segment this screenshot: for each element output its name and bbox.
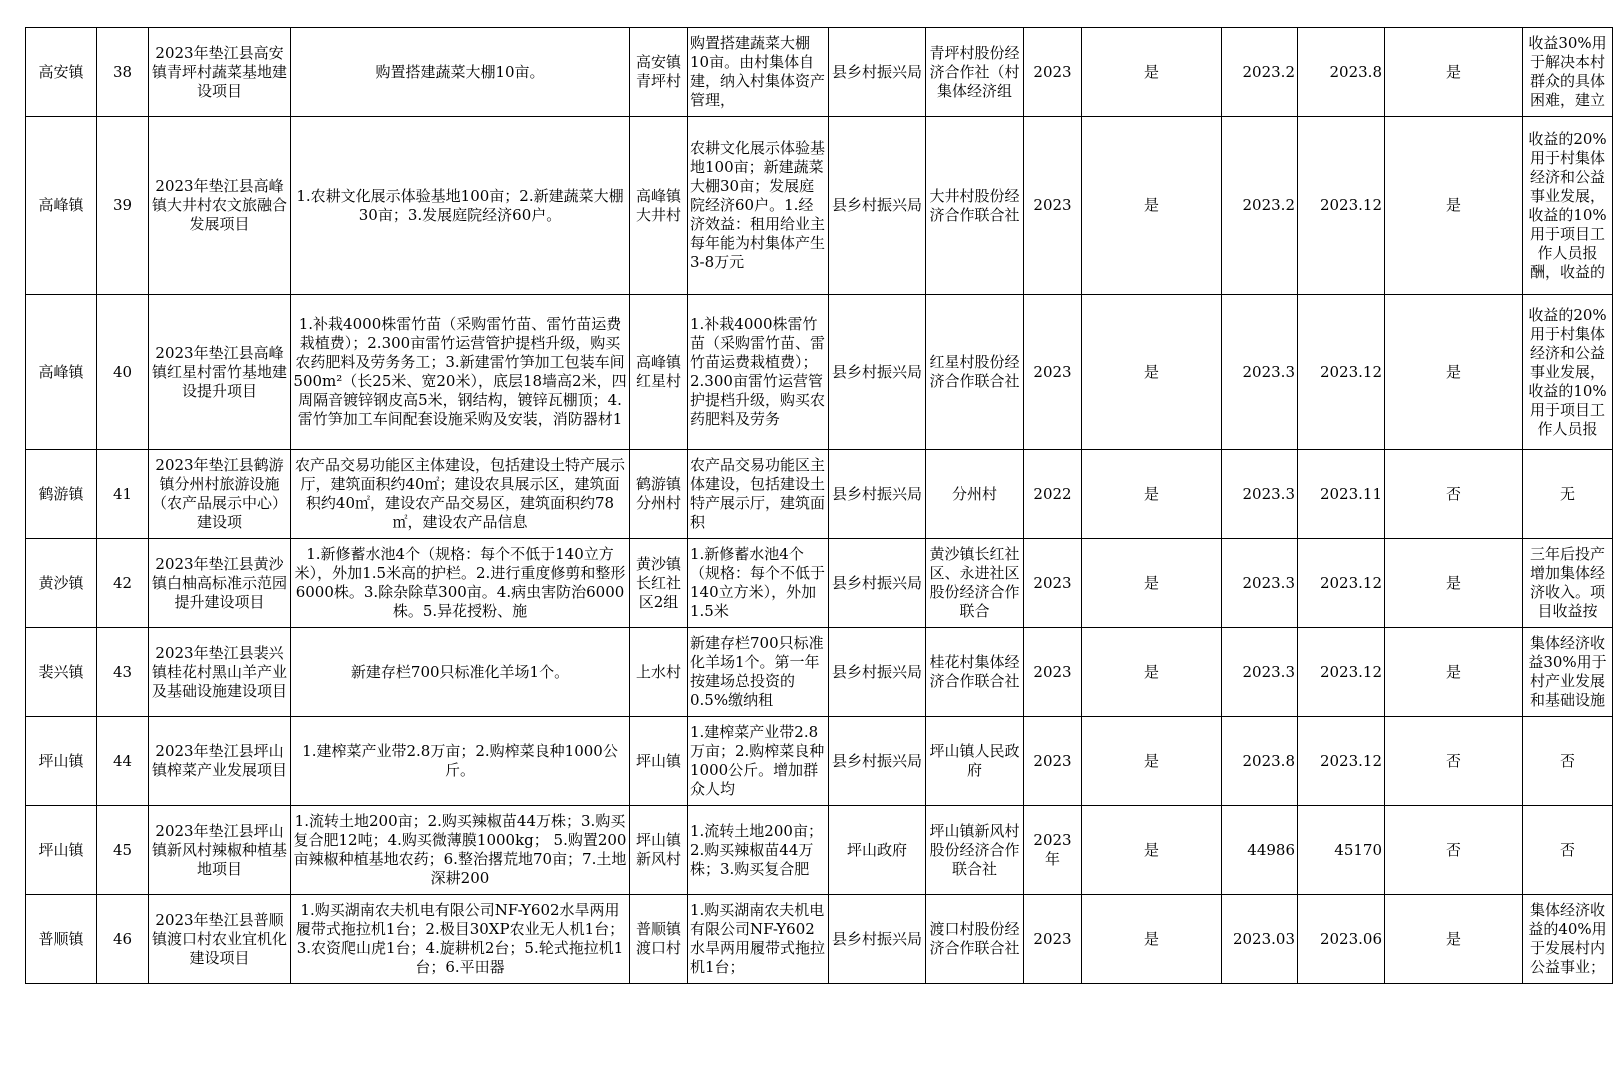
distribution-cell-text: 集体经济收益的40%用于发展村内公益事业； — [1528, 901, 1607, 976]
department-cell-text: 县乡村振兴局 — [831, 484, 922, 503]
number-cell — [97, 717, 149, 806]
location-cell-text: 高峰镇红星村 — [635, 353, 681, 390]
owner-cell-text: 渡口村股份经济合作联合社 — [929, 920, 1020, 957]
year-cell-text: 2023 — [1033, 196, 1072, 214]
table-row — [26, 717, 1613, 806]
distribution-cell — [1523, 717, 1613, 806]
project-name-cell-text: 2023年垫江县高安镇青坪村蔬菜基地建设项目 — [151, 43, 287, 100]
year-cell-text: 2023 — [1033, 662, 1072, 681]
construction-content-cell-text: 1.新修蓄水池4个（规格：每个不低于140立方米），外加1.5米高的护栏。2.进行重度修剪和整形6000株。3.除杂除草300亩。4.病虫害防治6000株。5.异花授粉、施 — [294, 545, 626, 620]
end-date-cell — [1298, 295, 1385, 450]
project-name-cell — [149, 28, 291, 117]
flag-cell-text: 是 — [1445, 573, 1461, 592]
end-date-cell-text: 45170 — [1334, 840, 1382, 859]
project-name-cell — [149, 295, 291, 450]
distribution-cell — [1523, 628, 1613, 717]
start-date-cell-text: 2023.3 — [1242, 662, 1295, 681]
benefit-mechanism-cell — [688, 450, 829, 539]
flag-cell-text: 是 — [1143, 196, 1159, 214]
end-date-cell-text: 2023.12 — [1319, 662, 1382, 681]
end-date-cell — [1298, 28, 1385, 117]
town-cell-text: 高安镇 — [38, 62, 84, 81]
number-cell — [97, 295, 149, 450]
number-cell — [97, 117, 149, 295]
department-cell — [829, 539, 926, 628]
location-cell-text: 鹤游镇分州村 — [635, 475, 681, 512]
location-cell-text: 高峰镇大井村 — [635, 186, 681, 224]
flag-cell — [1385, 539, 1523, 628]
owner-cell — [926, 539, 1024, 628]
benefit-mechanism-cell-text: 1.补栽4000株雷竹苗（采购雷竹苗、雷竹苗运费栽植费）；2.300亩雷竹运营管护提档升级，购买农药肥料及劳务 — [690, 315, 826, 428]
flag-cell-text: 是 — [1445, 929, 1461, 948]
project-name-cell — [149, 895, 291, 984]
town-cell-text: 裴兴镇 — [38, 662, 84, 681]
department-cell-text: 县乡村振兴局 — [831, 62, 922, 81]
start-date-cell — [1222, 539, 1298, 628]
benefit-mechanism-cell-text: 1.建榨菜产业带2.8万亩；2.购榨菜良种1000公斤。增加群众人均 — [690, 723, 825, 798]
location-cell — [630, 895, 688, 984]
construction-content-cell — [291, 28, 630, 117]
flag-cell — [1082, 450, 1222, 539]
town-cell-text: 高峰镇 — [38, 362, 84, 381]
flag-cell-text: 是 — [1143, 662, 1159, 681]
end-date-cell — [1298, 806, 1385, 895]
flag-cell — [1082, 539, 1222, 628]
construction-content-cell — [291, 539, 630, 628]
construction-content-cell-text: 1.补栽4000株雷竹苗（采购雷竹苗、雷竹苗运费栽植费）；2.300亩雷竹运营管护提档升级，购买农药肥料及劳务务工；3.新建雷竹笋加工包装车间500m²（长25米、宽20米），底层18墙高2米，四周隔音镀锌钢皮高5米，钢结构，镀锌瓦棚顶；4.雷竹笋加工车间配套设施采购及安装，消防器材1 — [293, 315, 627, 428]
owner-cell-text: 红星村股份经济合作联合社 — [929, 353, 1020, 390]
town-cell — [26, 295, 97, 450]
benefit-mechanism-cell-text: 1.购买湖南农夫机电有限公司NF-Y602水旱两用履带式拖拉机1台； — [690, 901, 826, 976]
town-cell-text: 坪山镇 — [38, 751, 84, 770]
table-row — [26, 28, 1613, 117]
flag-cell — [1385, 717, 1523, 806]
number-cell — [97, 895, 149, 984]
location-cell-text: 普顺镇渡口村 — [635, 920, 681, 957]
location-cell-text: 上水村 — [635, 662, 681, 681]
end-date-cell-text: 2023.12 — [1319, 573, 1382, 592]
owner-cell-text: 大井村股份经济合作联合社 — [929, 186, 1020, 224]
end-date-cell-text: 2023.12 — [1319, 362, 1382, 381]
flag-cell — [1385, 450, 1523, 539]
year-cell-text: 2023 — [1033, 62, 1072, 81]
town-cell — [26, 539, 97, 628]
end-date-cell — [1298, 539, 1385, 628]
construction-content-cell — [291, 295, 630, 450]
benefit-mechanism-cell-text: 1.流转土地200亩；2.购买辣椒苗44万株；3.购买复合肥 — [690, 821, 823, 878]
distribution-cell-text: 否 — [1559, 751, 1575, 770]
project-name-cell-text: 2023年垫江县裴兴镇桂花村黑山羊产业及基础设施建设项目 — [151, 643, 287, 700]
start-date-cell — [1222, 450, 1298, 539]
owner-cell — [926, 717, 1024, 806]
flag-cell-text: 是 — [1143, 362, 1159, 381]
end-date-cell — [1298, 117, 1385, 295]
flag-cell — [1082, 295, 1222, 450]
owner-cell-text: 坪山镇新风村股份经济合作联合社 — [929, 821, 1020, 878]
town-cell — [26, 717, 97, 806]
benefit-mechanism-cell — [688, 717, 829, 806]
town-cell — [26, 628, 97, 717]
location-cell — [630, 117, 688, 295]
flag-cell-text: 否 — [1445, 840, 1461, 859]
owner-cell — [926, 295, 1024, 450]
benefit-mechanism-cell — [688, 895, 829, 984]
construction-content-cell-text: 1.建榨菜产业带2.8万亩；2.购榨菜良种1000公斤。 — [302, 742, 618, 779]
distribution-cell-text: 收益的20%用于村集体经济和公益事业发展，收益的10%用于项目工作人员报 — [1528, 305, 1607, 438]
year-cell — [1024, 806, 1082, 895]
number-cell-text: 43 — [112, 662, 133, 681]
benefit-mechanism-cell — [688, 28, 829, 117]
town-cell-text: 普顺镇 — [38, 929, 84, 948]
location-cell — [630, 28, 688, 117]
benefit-mechanism-cell — [688, 806, 829, 895]
end-date-cell — [1298, 895, 1385, 984]
owner-cell — [926, 806, 1024, 895]
project-name-cell — [149, 628, 291, 717]
location-cell-text: 坪山镇新风村 — [635, 831, 681, 868]
department-cell — [829, 895, 926, 984]
flag-cell-text: 否 — [1445, 751, 1461, 770]
table-row — [26, 539, 1613, 628]
construction-content-cell — [291, 450, 630, 539]
construction-content-cell-text: 新建存栏700只标准化羊场1个。 — [350, 662, 570, 681]
distribution-cell — [1523, 28, 1613, 117]
department-cell-text: 县乡村振兴局 — [831, 929, 922, 948]
flag-cell — [1385, 895, 1523, 984]
flag-cell — [1385, 628, 1523, 717]
construction-content-cell-text: 农产品交易功能区主体建设，包括建设土特产展示厅，建筑面积约40㎡；建设农具展示区，建筑面积约40㎡，建设农产品交易区，建筑面积约78㎡，建设农产品信息 — [294, 456, 625, 531]
project-name-cell — [149, 450, 291, 539]
flag-cell-text: 是 — [1445, 662, 1461, 681]
flag-cell — [1385, 28, 1523, 117]
end-date-cell — [1298, 628, 1385, 717]
flag-cell-text: 是 — [1143, 62, 1159, 81]
number-cell-text: 46 — [112, 929, 133, 948]
benefit-mechanism-cell-text: 1.新修蓄水池4个（规格：每个不低于140立方米），外加1.5米 — [690, 545, 826, 620]
town-cell — [26, 806, 97, 895]
start-date-cell-text: 2023.2 — [1242, 62, 1295, 81]
year-cell — [1024, 28, 1082, 117]
distribution-cell-text: 无 — [1559, 484, 1575, 503]
town-cell — [26, 895, 97, 984]
flag-cell-text: 是 — [1445, 62, 1461, 81]
project-name-cell — [149, 539, 291, 628]
end-date-cell — [1298, 717, 1385, 806]
construction-content-cell-text: 购置搭建蔬菜大棚10亩。 — [375, 62, 545, 81]
project-name-cell-text: 2023年垫江县高峰镇红星村雷竹基地建设提升项目 — [151, 343, 287, 400]
benefit-mechanism-cell-text: 购置搭建蔬菜大棚10亩。由村集体自建，纳入村集体资产管理， — [690, 34, 826, 109]
year-cell — [1024, 895, 1082, 984]
start-date-cell-text: 44986 — [1247, 840, 1295, 859]
end-date-cell-text: 2023.11 — [1319, 484, 1382, 503]
location-cell — [630, 806, 688, 895]
flag-cell-text: 是 — [1445, 362, 1461, 381]
project-name-cell-text: 2023年垫江县黄沙镇白柚高标准示范园提升建设项目 — [151, 554, 287, 611]
year-cell — [1024, 539, 1082, 628]
benefit-mechanism-cell-text: 农耕文化展示体验基地100亩；新建蔬菜大棚30亩；发展庭院经济60户。1.经济效益：租用给业主每年能为村集体产生3-8万元 — [690, 139, 826, 271]
flag-cell — [1082, 628, 1222, 717]
town-cell-text: 鹤游镇 — [38, 484, 84, 503]
benefit-mechanism-cell — [688, 628, 829, 717]
flag-cell-text: 是 — [1143, 573, 1159, 592]
flag-cell — [1082, 717, 1222, 806]
year-cell-text: 2023年 — [1033, 831, 1072, 868]
flag-cell-text: 是 — [1143, 484, 1159, 503]
town-cell-text: 黄沙镇 — [38, 573, 84, 592]
project-name-cell-text: 2023年垫江县坪山镇新风村辣椒种植基地项目 — [151, 821, 287, 878]
number-cell — [97, 28, 149, 117]
benefit-mechanism-cell — [688, 295, 829, 450]
department-cell-text: 坪山政府 — [846, 840, 907, 859]
construction-content-cell — [291, 806, 630, 895]
distribution-cell — [1523, 117, 1613, 295]
distribution-cell-text: 三年后投产增加集体经济收入。项目收益按 — [1529, 545, 1605, 620]
owner-cell-text: 黄沙镇长红社区、永进社区股份经济合作联合 — [929, 545, 1020, 620]
project-name-cell-text: 2023年垫江县普顺镇渡口村农业宜机化建设项目 — [151, 910, 287, 967]
year-cell-text: 2023 — [1033, 362, 1072, 381]
department-cell — [829, 28, 926, 117]
year-cell-text: 2023 — [1033, 929, 1072, 948]
distribution-cell — [1523, 450, 1613, 539]
location-cell — [630, 628, 688, 717]
location-cell — [630, 717, 688, 806]
number-cell — [97, 539, 149, 628]
distribution-cell-text: 收益30%用于解决本村群众的具体困难，建立 — [1528, 34, 1607, 109]
table-row — [26, 295, 1613, 450]
flag-cell-text: 是 — [1143, 929, 1159, 948]
owner-cell-text: 坪山镇人民政府 — [929, 742, 1020, 779]
construction-content-cell — [291, 717, 630, 806]
town-cell — [26, 450, 97, 539]
department-cell-text: 县乡村振兴局 — [831, 362, 922, 381]
project-name-cell-text: 2023年垫江县高峰镇大井村农文旅融合发展项目 — [151, 177, 287, 233]
town-cell-text: 坪山镇 — [38, 840, 84, 859]
number-cell — [97, 806, 149, 895]
owner-cell — [926, 117, 1024, 295]
year-cell-text: 2023 — [1033, 573, 1072, 592]
number-cell-text: 41 — [112, 484, 133, 503]
start-date-cell-text: 2023.3 — [1242, 362, 1295, 381]
owner-cell — [926, 28, 1024, 117]
owner-cell — [926, 895, 1024, 984]
number-cell-text: 42 — [112, 573, 133, 592]
end-date-cell-text: 2023.8 — [1329, 62, 1382, 81]
year-cell — [1024, 628, 1082, 717]
flag-cell — [1082, 895, 1222, 984]
table-row — [26, 895, 1613, 984]
number-cell — [97, 450, 149, 539]
start-date-cell — [1222, 28, 1298, 117]
start-date-cell-text: 2023.3 — [1242, 573, 1295, 592]
location-cell — [630, 539, 688, 628]
flag-cell — [1082, 117, 1222, 295]
department-cell-text: 县乡村振兴局 — [831, 573, 922, 592]
number-cell-text: 40 — [112, 362, 133, 381]
town-cell — [26, 117, 97, 295]
construction-content-cell-text: 1.购买湖南农夫机电有限公司NF-Y602水旱两用履带式拖拉机1台；2.极目30XP农业无人机1台；3.农资爬山虎1台；4.旋耕机2台；5.轮式拖拉机1台；6.平田器 — [295, 901, 625, 976]
year-cell-text: 2023 — [1033, 751, 1072, 770]
distribution-cell — [1523, 295, 1613, 450]
number-cell — [97, 628, 149, 717]
project-name-cell-text: 2023年垫江县坪山镇榨菜产业发展项目 — [151, 742, 287, 779]
project-name-cell — [149, 806, 291, 895]
table-row — [26, 806, 1613, 895]
location-cell-text: 高安镇青坪村 — [635, 53, 681, 90]
table-row — [26, 117, 1613, 295]
department-cell-text: 县乡村振兴局 — [831, 751, 922, 770]
owner-cell — [926, 628, 1024, 717]
flag-cell — [1082, 806, 1222, 895]
flag-cell — [1385, 117, 1523, 295]
department-cell — [829, 628, 926, 717]
start-date-cell-text: 2023.8 — [1242, 751, 1295, 770]
benefit-mechanism-cell-text: 新建存栏700只标准化羊场1个。第一年按建场总投资的0.5%缴纳租 — [690, 634, 824, 709]
location-cell-text: 坪山镇 — [635, 751, 681, 770]
project-name-cell-text: 2023年垫江县鹤游镇分州村旅游设施（农产品展示中心）建设项 — [151, 456, 287, 531]
start-date-cell — [1222, 717, 1298, 806]
end-date-cell — [1298, 450, 1385, 539]
start-date-cell — [1222, 117, 1298, 295]
flag-cell-text: 是 — [1445, 196, 1461, 214]
year-cell — [1024, 450, 1082, 539]
department-cell — [829, 717, 926, 806]
flag-cell-text: 是 — [1143, 840, 1159, 859]
location-cell — [630, 450, 688, 539]
benefit-mechanism-cell — [688, 539, 829, 628]
distribution-cell-text: 收益的20%用于村集体经济和公益事业发展，收益的10%用于项目工作人员报酬，收益的 — [1528, 129, 1607, 281]
project-table — [25, 27, 1613, 984]
location-cell-text: 黄沙镇长红社区2组 — [635, 554, 681, 611]
distribution-cell-text: 否 — [1559, 840, 1575, 859]
year-cell — [1024, 717, 1082, 806]
table-row — [26, 450, 1613, 539]
town-cell — [26, 28, 97, 117]
number-cell-text: 44 — [112, 751, 133, 770]
number-cell-text: 38 — [112, 62, 133, 81]
distribution-cell — [1523, 539, 1613, 628]
construction-content-cell-text: 1.农耕文化展示体验基地100亩；2.新建蔬菜大棚30亩；3.发展庭院经济60户。 — [296, 186, 624, 224]
department-cell-text: 县乡村振兴局 — [831, 662, 922, 681]
number-cell-text: 39 — [112, 196, 133, 214]
flag-cell — [1082, 28, 1222, 117]
start-date-cell — [1222, 895, 1298, 984]
construction-content-cell-text: 1.流转土地200亩；2.购买辣椒苗44万株；3.购买复合肥12吨；4.购买微薄膜1000kg； 5.购置200亩辣椒种植基地农药；6.整治撂荒地70亩；7.土地深耕200 — [293, 812, 627, 887]
location-cell — [630, 295, 688, 450]
start-date-cell-text: 2023.03 — [1232, 929, 1295, 948]
flag-cell — [1385, 806, 1523, 895]
year-cell — [1024, 117, 1082, 295]
construction-content-cell — [291, 895, 630, 984]
department-cell — [829, 450, 926, 539]
start-date-cell — [1222, 295, 1298, 450]
start-date-cell — [1222, 806, 1298, 895]
owner-cell-text: 青坪村股份经济合作社（村集体经济组 — [929, 43, 1020, 100]
owner-cell-text: 分州村 — [951, 484, 997, 503]
table-row — [26, 628, 1613, 717]
department-cell — [829, 117, 926, 295]
end-date-cell-text: 2023.12 — [1319, 196, 1382, 214]
project-name-cell — [149, 117, 291, 295]
town-cell-text: 高峰镇 — [38, 196, 84, 214]
owner-cell-text: 桂花村集体经济合作联合社 — [929, 653, 1020, 690]
distribution-cell — [1523, 806, 1613, 895]
start-date-cell-text: 2023.2 — [1242, 196, 1295, 214]
year-cell — [1024, 295, 1082, 450]
department-cell-text: 县乡村振兴局 — [831, 196, 922, 214]
construction-content-cell — [291, 628, 630, 717]
benefit-mechanism-cell-text: 农产品交易功能区主体建设，包括建设土特产展示厅，建筑面积 — [690, 456, 826, 531]
year-cell-text: 2022 — [1033, 484, 1072, 503]
benefit-mechanism-cell — [688, 117, 829, 295]
project-name-cell — [149, 717, 291, 806]
distribution-cell — [1523, 895, 1613, 984]
owner-cell — [926, 450, 1024, 539]
start-date-cell-text: 2023.3 — [1242, 484, 1295, 503]
distribution-cell-text: 集体经济收益30%用于村产业发展和基础设施 — [1528, 634, 1607, 709]
flag-cell-text: 否 — [1445, 484, 1461, 503]
flag-cell-text: 是 — [1143, 751, 1159, 770]
flag-cell — [1385, 295, 1523, 450]
number-cell-text: 45 — [112, 840, 133, 859]
department-cell — [829, 295, 926, 450]
end-date-cell-text: 2023.12 — [1319, 751, 1382, 770]
department-cell — [829, 806, 926, 895]
construction-content-cell — [291, 117, 630, 295]
start-date-cell — [1222, 628, 1298, 717]
end-date-cell-text: 2023.06 — [1319, 929, 1382, 948]
